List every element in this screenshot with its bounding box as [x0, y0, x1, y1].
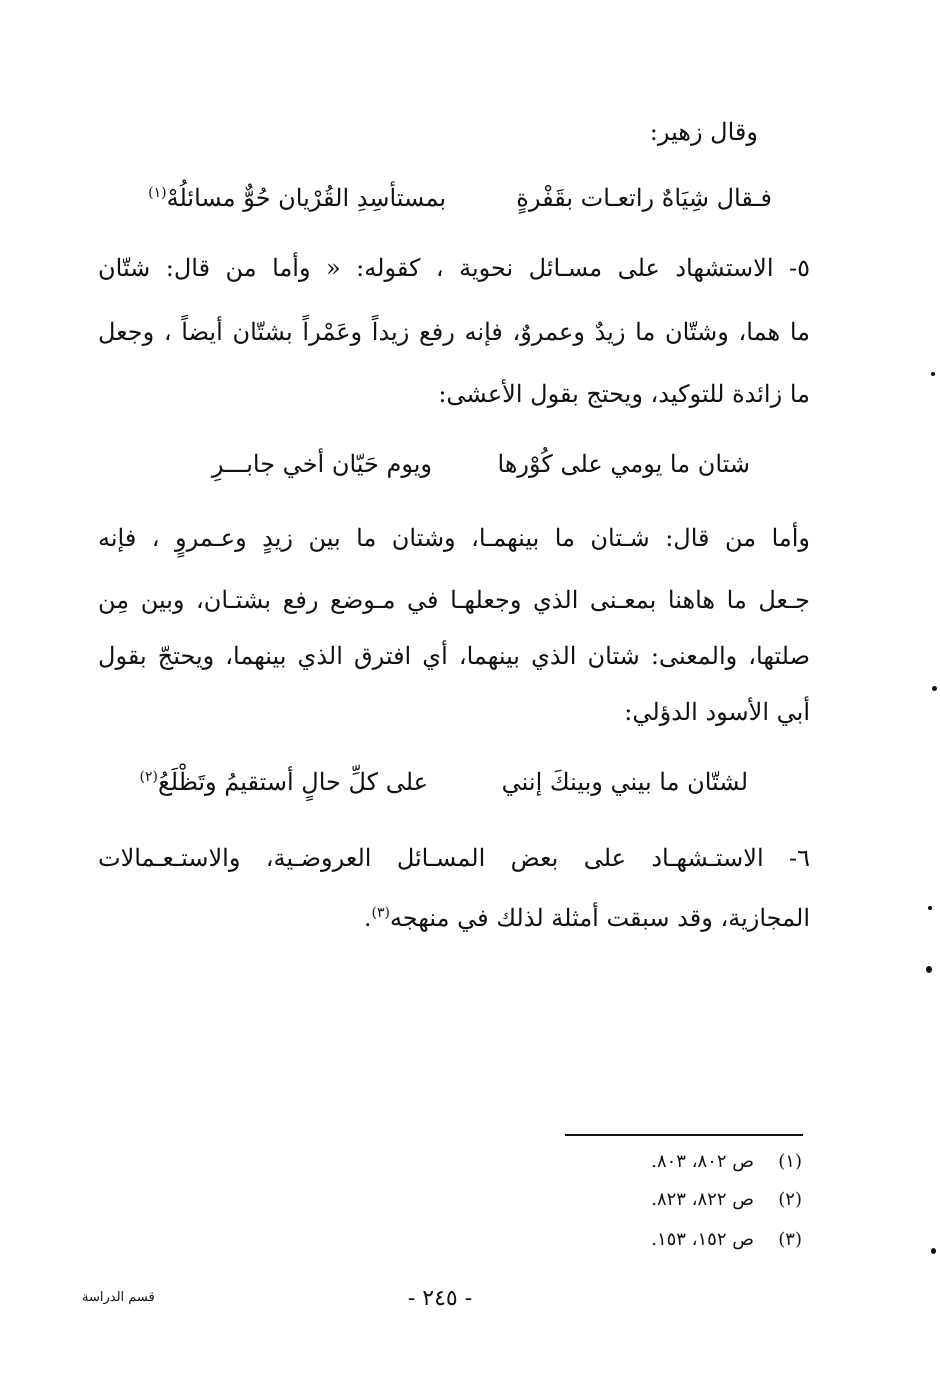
paragraph-b-line-1: وأما من قال: شـتان ما بينهمـا، وشتان ما بين زيدٍ وعـمروٍ ، فإنه	[98, 524, 810, 552]
footnote-2-text: ص ٨٢٢، ٨٢٣.	[651, 1189, 754, 1210]
page-number: - ٢٤٥ -	[407, 1286, 473, 1311]
footnote-2	[651, 1186, 802, 1214]
footnote-2-number: (٢)	[778, 1189, 802, 1210]
verse-3-second-text: على كلِّ حالٍ أستقيمُ وتَظْلَعُ	[157, 768, 428, 796]
running-footer: قسم الدراسة	[82, 1290, 155, 1305]
footnote-1	[651, 1148, 802, 1176]
verse-1-second-text: بمستأسِدِ القُرْيان حُوٌّ مسائلُهْ	[166, 184, 446, 212]
verse-3-first-hemistich: لشتّان ما بيني وبينكَ إنني	[501, 768, 748, 796]
paragraph-6-line-1: ٦- الاستـشهـاد على بعض المسـائل العروضـية، والاستـعـمالات	[98, 844, 810, 872]
footnote-ref-1: (١)	[148, 185, 167, 201]
paragraph-b-line-4: أبي الأسود الدؤلي:	[624, 698, 810, 726]
paragraph-5-line-1: ٥- الاستشهاد على مسـائل نحوية ، كقوله: « وأما من قال: شتّان	[98, 254, 810, 282]
paragraph-b-line-3: صلتها، والمعنى: شتان الذي بينهما، أي افترق الذي بينهما، ويحتجّ بقول	[98, 642, 810, 670]
footnote-3-text: ص ١٥٢، ١٥٣.	[651, 1229, 754, 1250]
paragraph-6-text: المجازية، وقد سبقت أمثلة لذلك في منهجه	[389, 904, 810, 932]
paragraph-5-line-2: ما هما، وشتّان ما زيدٌ وعمروٌ، فإنه رفع زيداً وعَمْراً بشتّان أيضاً ، وجعل	[98, 318, 810, 346]
scan-speck	[926, 966, 932, 973]
footnote-1-text: ص ٨٠٢، ٨٠٣.	[651, 1151, 754, 1172]
paragraph-b-line-2: جـعل ما هاهنا بمعـنى الذي وجعلهـا في مـوضع رفع بشتـان، وبين مِن	[98, 586, 810, 614]
footnote-1-number: (١)	[778, 1151, 802, 1172]
scan-speck	[931, 372, 935, 376]
paragraph-6-line-2	[364, 898, 810, 938]
scan-speck	[928, 906, 932, 910]
verse-1-second-hemistich	[148, 178, 446, 218]
scan-speck	[931, 1248, 936, 1254]
verse-2-second-hemistich: ويوم حَيّان أخي جابـــرِ	[211, 450, 432, 478]
footnote-ref-2: (٢)	[139, 769, 158, 785]
verse-1-first-text: فـقال شِيَاهٌ راتعـات بقَفْرةٍ	[516, 184, 772, 212]
scan-speck	[932, 686, 937, 691]
footnote-3-number: (٣)	[778, 1229, 802, 1250]
paragraph-5-line-3: ما زائدة للتوكيد، ويحتج بقول الأعشى:	[438, 380, 810, 408]
footnote-3	[651, 1226, 802, 1254]
intro-line: وقال زهير:	[649, 118, 758, 146]
verse-3-second-hemistich	[140, 762, 429, 802]
verse-1-first-hemistich	[516, 178, 772, 218]
footnote-ref-3: (٣)	[371, 905, 390, 921]
paragraph-6-period: .	[363, 904, 372, 932]
verse-2-first-hemistich: شتان ما يومي على كُوْرها	[497, 450, 750, 478]
footnote-separator	[565, 1134, 803, 1136]
